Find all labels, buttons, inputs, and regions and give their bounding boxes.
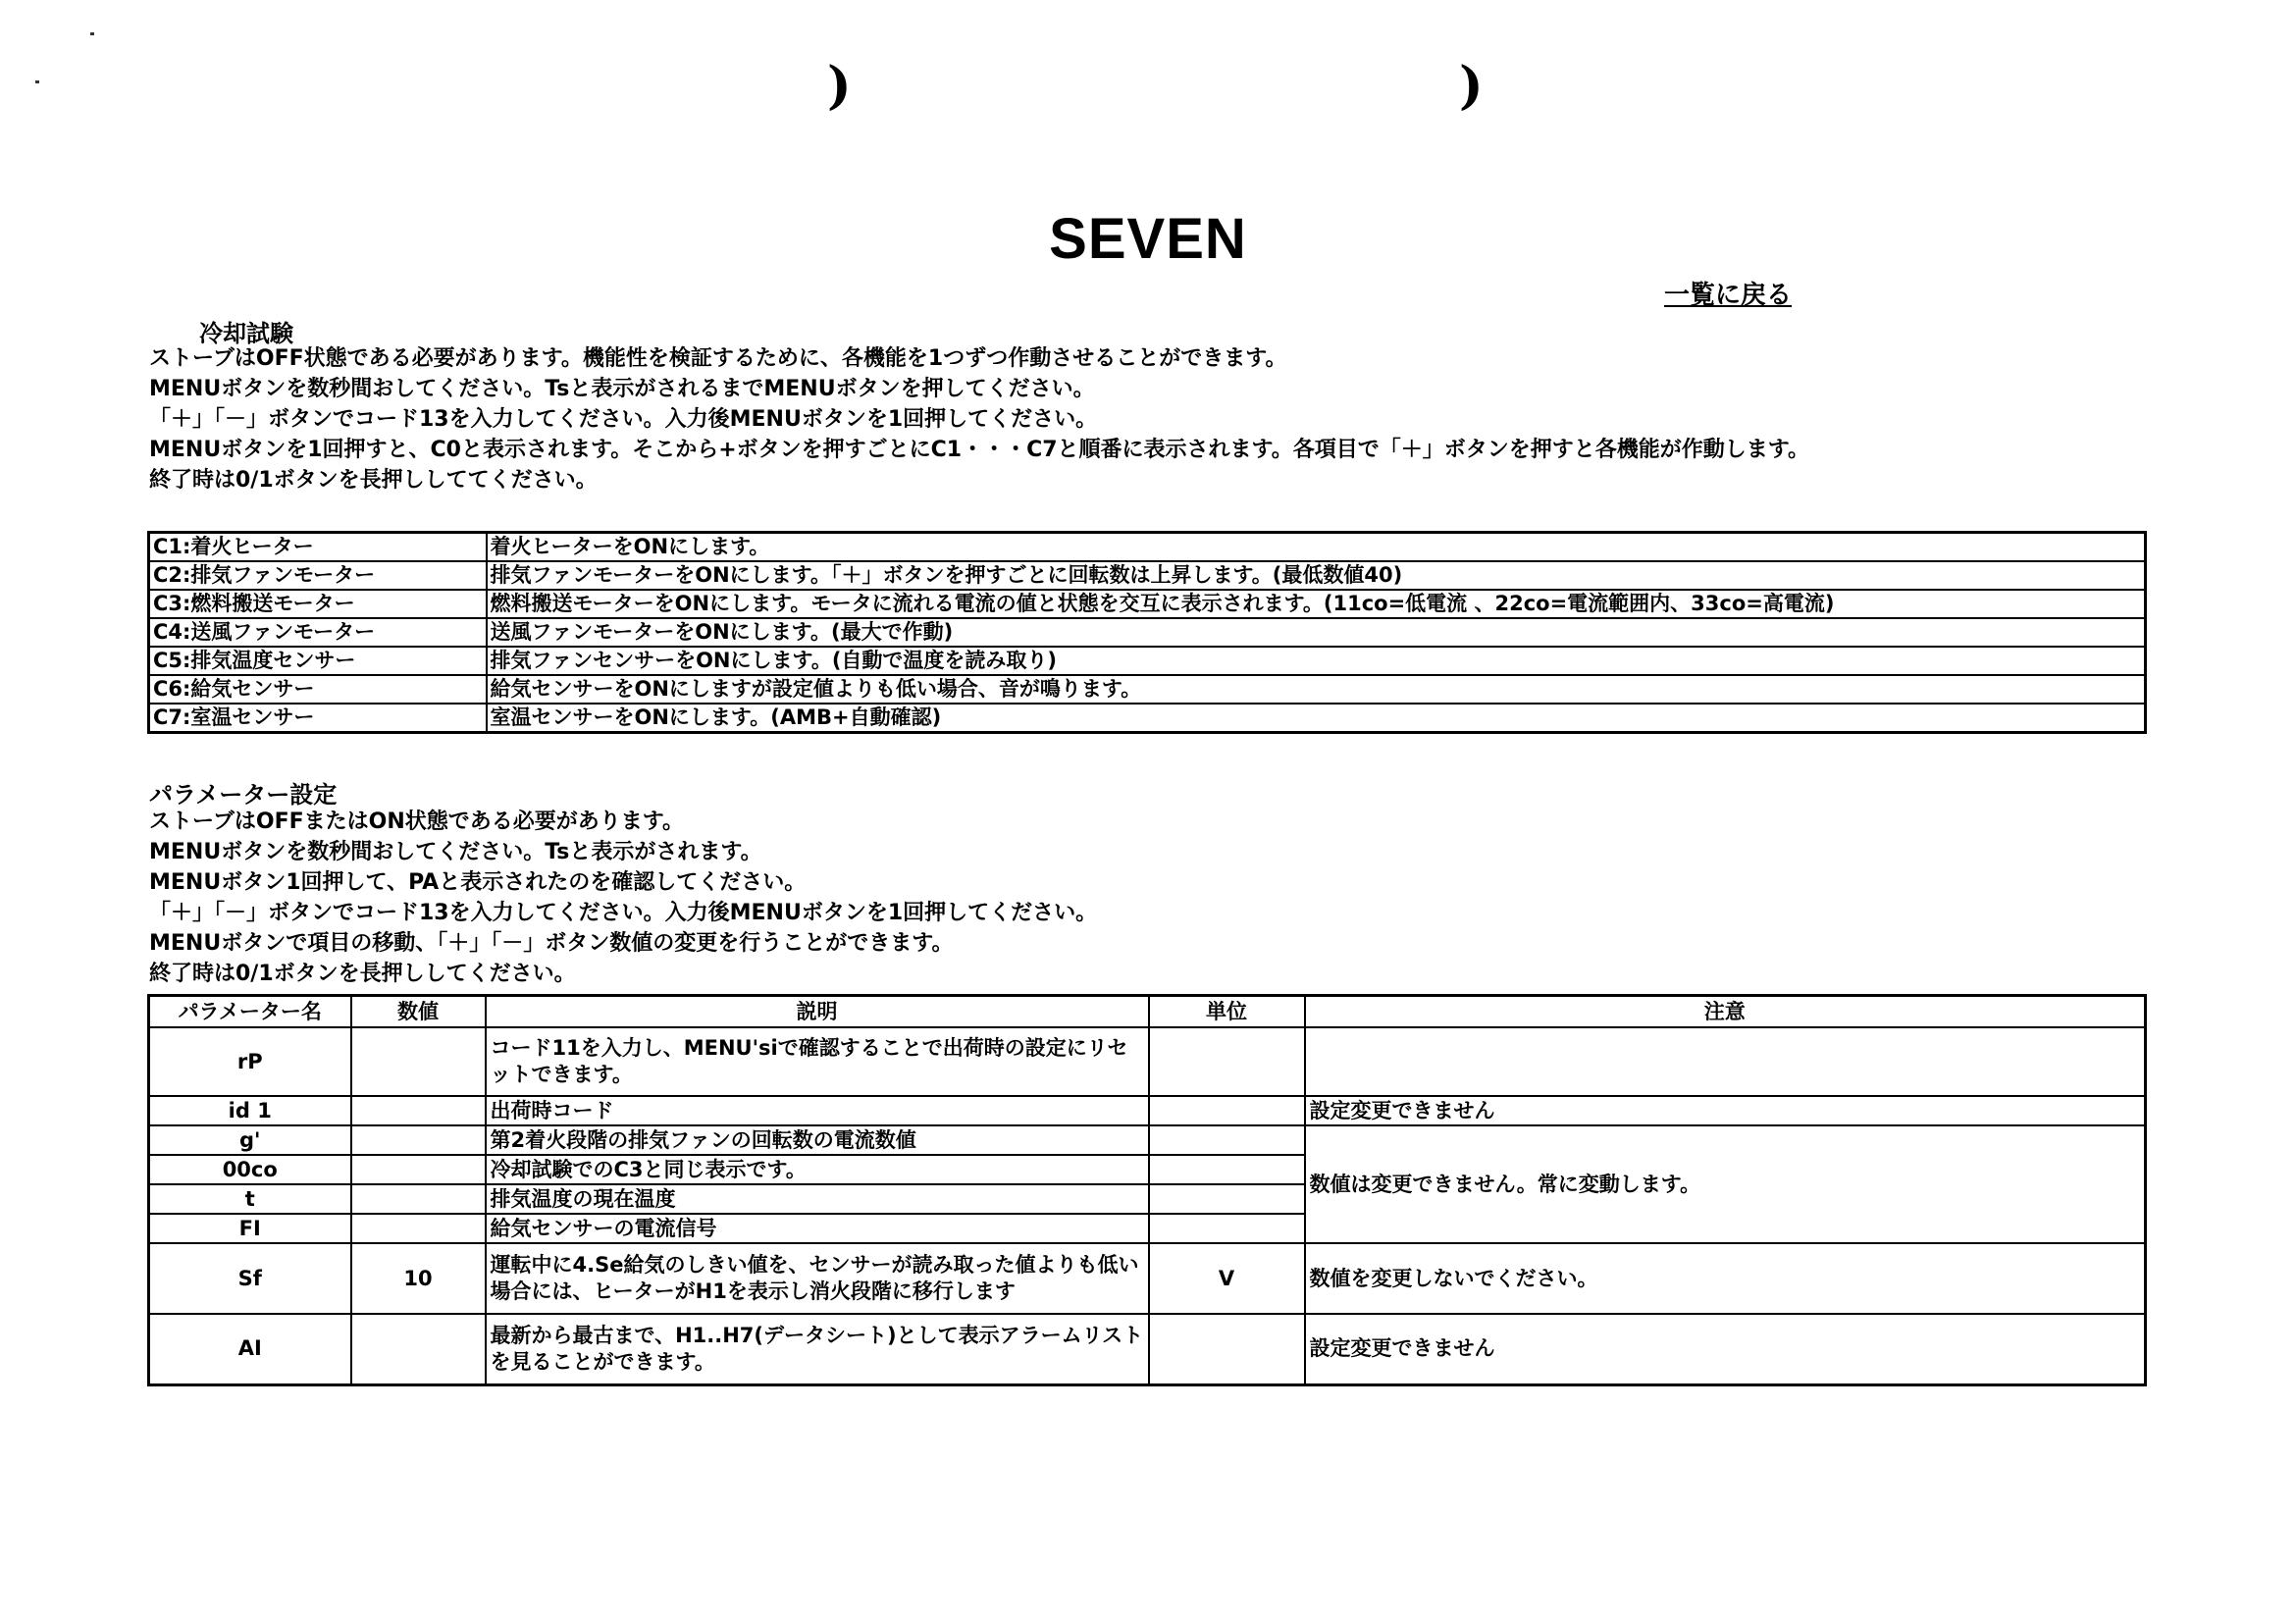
description-cell: 排気ファンセンサーをONにします。(自動で温度を読み取り): [487, 647, 2146, 675]
code-cell: C1:着火ヒーター: [149, 533, 487, 562]
table-row: [149, 1125, 2146, 1155]
parameter-setting-heading: パラメーター設定: [149, 781, 338, 809]
parameter-name-cell: g': [149, 1125, 351, 1155]
description-cell: コード11を入力し、MENU'siで確認することで出荷時の設定にリセットできます。: [486, 1027, 1149, 1096]
parameter-name-cell: id 1: [149, 1096, 351, 1125]
column-header-value: 数値: [351, 996, 486, 1028]
value-cell: [351, 1155, 486, 1184]
cooling-test-heading: 冷却試験: [199, 320, 293, 347]
description-cell: 給気センサーの電流信号: [486, 1214, 1149, 1243]
binder-hole-mark-right: ): [1459, 56, 1484, 116]
note-cell: 数値を変更しないでください。: [1305, 1243, 2146, 1314]
scan-speck: [35, 80, 39, 83]
column-header-unit: 単位: [1149, 996, 1305, 1028]
description-cell: 着火ヒーターをONにします。: [487, 533, 2146, 562]
column-header-note: 注意: [1305, 996, 2146, 1028]
instruction-line: ストーブはOFFまたはON状態である必要があります。: [149, 809, 685, 834]
cooling-test-table: [147, 531, 2147, 734]
binder-hole-mark-left: ): [827, 56, 852, 116]
unit-cell: [1149, 1184, 1305, 1214]
description-cell: 冷却試験でのC3と同じ表示です。: [486, 1155, 1149, 1184]
value-cell: [351, 1027, 486, 1096]
description-cell: 出荷時コード: [486, 1096, 1149, 1125]
table-row: [149, 704, 2146, 733]
table-row: [149, 675, 2146, 704]
parameter-name-cell: 00co: [149, 1155, 351, 1184]
merged-note-cell: 数値は変更できません。常に変動します。: [1305, 1125, 2146, 1243]
instruction-line: 終了時は0/1ボタンを長押ししててください。: [149, 468, 598, 493]
table-row: [149, 647, 2146, 675]
table-row: [149, 590, 2146, 618]
value-cell: [351, 1214, 486, 1243]
table-row: [149, 1314, 2146, 1384]
description-cell: 送風ファンモーターをONにします。(最大で作動): [487, 618, 2146, 647]
scan-speck: [90, 32, 94, 35]
parameter-name-cell: FI: [149, 1214, 351, 1243]
unit-cell: [1149, 1096, 1305, 1125]
parameter-name-cell: Sf: [149, 1243, 351, 1314]
parameter-setting-instructions: [149, 807, 1097, 989]
instruction-line: MENUボタンで項目の移動、「＋」「－」ボタン数値の変更を行うことができます。: [149, 931, 954, 956]
description-cell: 運転中に4.Se給気のしきい値を、センサーが読み取った値よりも低い場合には、ヒーターがH1を表示し消火段階に移行します: [486, 1243, 1149, 1314]
description-cell: 排気温度の現在温度: [486, 1184, 1149, 1214]
code-cell: C7:室温センサー: [149, 704, 487, 733]
instruction-line: 「＋」「－」ボタンでコード13を入力してください。入力後MENUボタンを1回押してください。: [149, 901, 1098, 925]
table-row: [149, 1243, 2146, 1314]
instruction-line: MENUボタンを数秒間おしてください。Tsと表示がされます。: [149, 840, 762, 864]
cooling-test-instructions: [149, 343, 1809, 496]
instruction-line: MENUボタンを1回押すと、C0と表示されます。そこから+ボタンを押すごとにC1・・・C7と順番に表示されます。各項目で「＋」ボタンを押すと各機能が作動します。: [149, 438, 1810, 462]
back-to-list-link[interactable]: 一覧に戻る: [1664, 281, 1793, 310]
parameter-name-cell: rP: [149, 1027, 351, 1096]
parameter-name-cell: t: [149, 1184, 351, 1214]
description-cell: 最新から最古まで、H1..H7(データシート)として表示アラームリストを見ることができます。: [486, 1314, 1149, 1384]
note-cell: 設定変更できません: [1305, 1314, 2146, 1384]
table-row: [149, 1027, 2146, 1096]
value-cell: [351, 1314, 486, 1384]
table-row: [149, 1096, 2146, 1125]
description-cell: 室温センサーをONにします。(AMB+自動確認): [487, 704, 2146, 733]
value-cell: [351, 1184, 486, 1214]
description-cell: 燃料搬送モーターをONにします。モータに流れる電流の値と状態を交互に表示されます。(11co=低電流 、22co=電流範囲内、33co=高電流): [487, 590, 2146, 618]
parameter-name-cell: AI: [149, 1314, 351, 1384]
column-header-description: 説明: [486, 996, 1149, 1028]
note-cell: [1305, 1027, 2146, 1096]
instruction-line: MENUボタンを数秒間おしてください。Tsと表示がされるまでMENUボタンを押してください。: [149, 377, 1095, 401]
instruction-line: MENUボタン1回押して、PAと表示されたのを確認してください。: [149, 870, 807, 895]
unit-cell: [1149, 1314, 1305, 1384]
description-cell: 第2着火段階の排気ファンの回転数の電流数値: [486, 1125, 1149, 1155]
code-cell: C3:燃料搬送モーター: [149, 590, 487, 618]
instruction-line: 「＋」「－」ボタンでコード13を入力してください。入力後MENUボタンを1回押してください。: [149, 407, 1098, 432]
value-cell: 10: [351, 1243, 486, 1314]
value-cell: [351, 1125, 486, 1155]
unit-cell: V: [1149, 1243, 1305, 1314]
unit-cell: [1149, 1155, 1305, 1184]
table-row: [149, 618, 2146, 647]
unit-cell: [1149, 1027, 1305, 1096]
parameter-table: [147, 994, 2147, 1386]
description-cell: 排気ファンモーターをONにします。「＋」ボタンを押すごとに回転数は上昇します。(最低数値40): [487, 561, 2146, 590]
value-cell: [351, 1096, 486, 1125]
page-title: SEVEN: [1049, 207, 1247, 271]
table-row: [149, 561, 2146, 590]
code-cell: C6:給気センサー: [149, 675, 487, 704]
unit-cell: [1149, 1125, 1305, 1155]
table-row: [149, 533, 2146, 562]
code-cell: C2:排気ファンモーター: [149, 561, 487, 590]
code-cell: C4:送風ファンモーター: [149, 618, 487, 647]
description-cell: 給気センサーをONにしますが設定値よりも低い場合、音が鳴ります。: [487, 675, 2146, 704]
instruction-line: ストーブはOFF状態である必要があります。機能性を検証するために、各機能を1つずつ作動させることができます。: [149, 346, 1287, 371]
unit-cell: [1149, 1214, 1305, 1243]
column-header-parameter-name: パラメーター名: [149, 996, 351, 1028]
note-cell: 設定変更できません: [1305, 1096, 2146, 1125]
table-header-row: [149, 996, 2146, 1028]
instruction-line: 終了時は0/1ボタンを長押ししてください。: [149, 962, 576, 986]
code-cell: C5:排気温度センサー: [149, 647, 487, 675]
